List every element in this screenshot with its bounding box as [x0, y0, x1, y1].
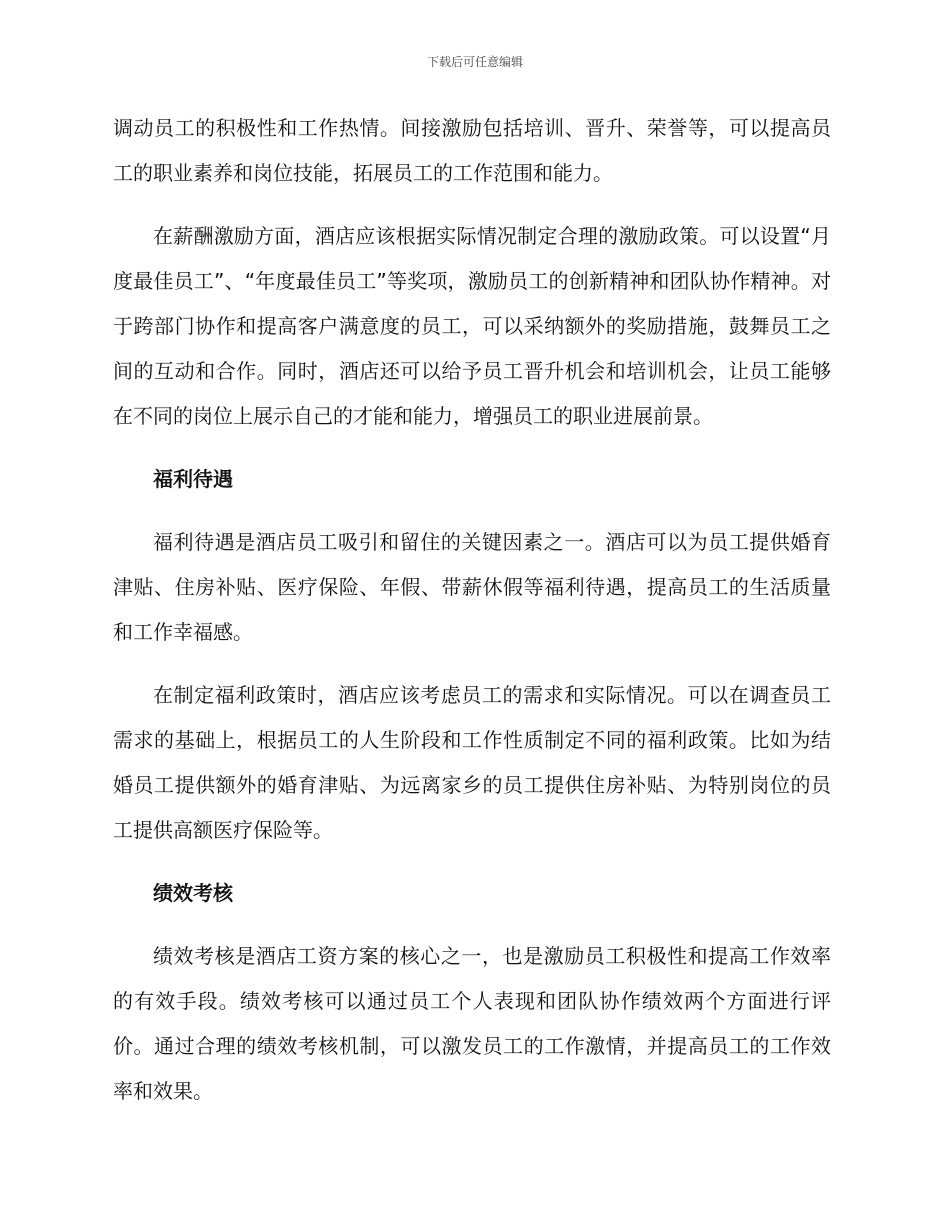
heading-performance: 绩效考核 [153, 881, 233, 905]
paragraph-welfare-policy: 在制定福利政策时，酒店应该考虑员工的需求和实际情况。可以在调查员工需求的基础上，根据员工的人生阶段和工作性质制定不同的福利政策。比如为结婚员工提供额外的婚育津贴、为远离家乡的员工提供住房补贴、为特别岗位的员工提供高额医疗保险等。 [113, 683, 831, 842]
heading-welfare: 福利待遇 [153, 467, 233, 491]
document-body [113, 106, 831, 1132]
paragraph-welfare-intro: 福利待遇是酒店员工吸引和留住的关键因素之一。酒店可以为员工提供婚育津贴、住房补贴、医疗保险、年假、带薪休假等福利待遇，提高员工的生活质量和工作幸福感。 [113, 530, 831, 644]
page-header: 下载后可任意编辑 [426, 55, 523, 69]
paragraph-salary-incentive: 在薪酬激励方面，酒店应该根据实际情况制定合理的激励政策。可以设置“月度最佳员工”、“年度最佳员工”等奖项，激励员工的创新精神和团队协作精神。对于跨部门协作和提高客户满意度的员工，可以采纳额外的奖励措施，鼓舞员工之间的互动和合作。同时，酒店还可以给予员工晋升机会和培训机会，让员工能够在不同的岗位上展示自己的才能和能力，增强员工的职业进展前景。 [113, 224, 831, 428]
paragraph-continued: 调动员工的积极性和工作热情。间接激励包括培训、晋升、荣誉等，可以提高员工的职业素养和岗位技能，拓展员工的工作范围和能力。 [113, 116, 831, 185]
paragraph-performance: 绩效考核是酒店工资方案的核心之一，也是激励员工积极性和提高工作效率的有效手段。绩效考核可以通过员工个人表现和团队协作绩效两个方面进行评价。通过合理的绩效考核机制，可以激发员工的工作激情，并提高员工的工作效率和效果。 [113, 944, 831, 1103]
